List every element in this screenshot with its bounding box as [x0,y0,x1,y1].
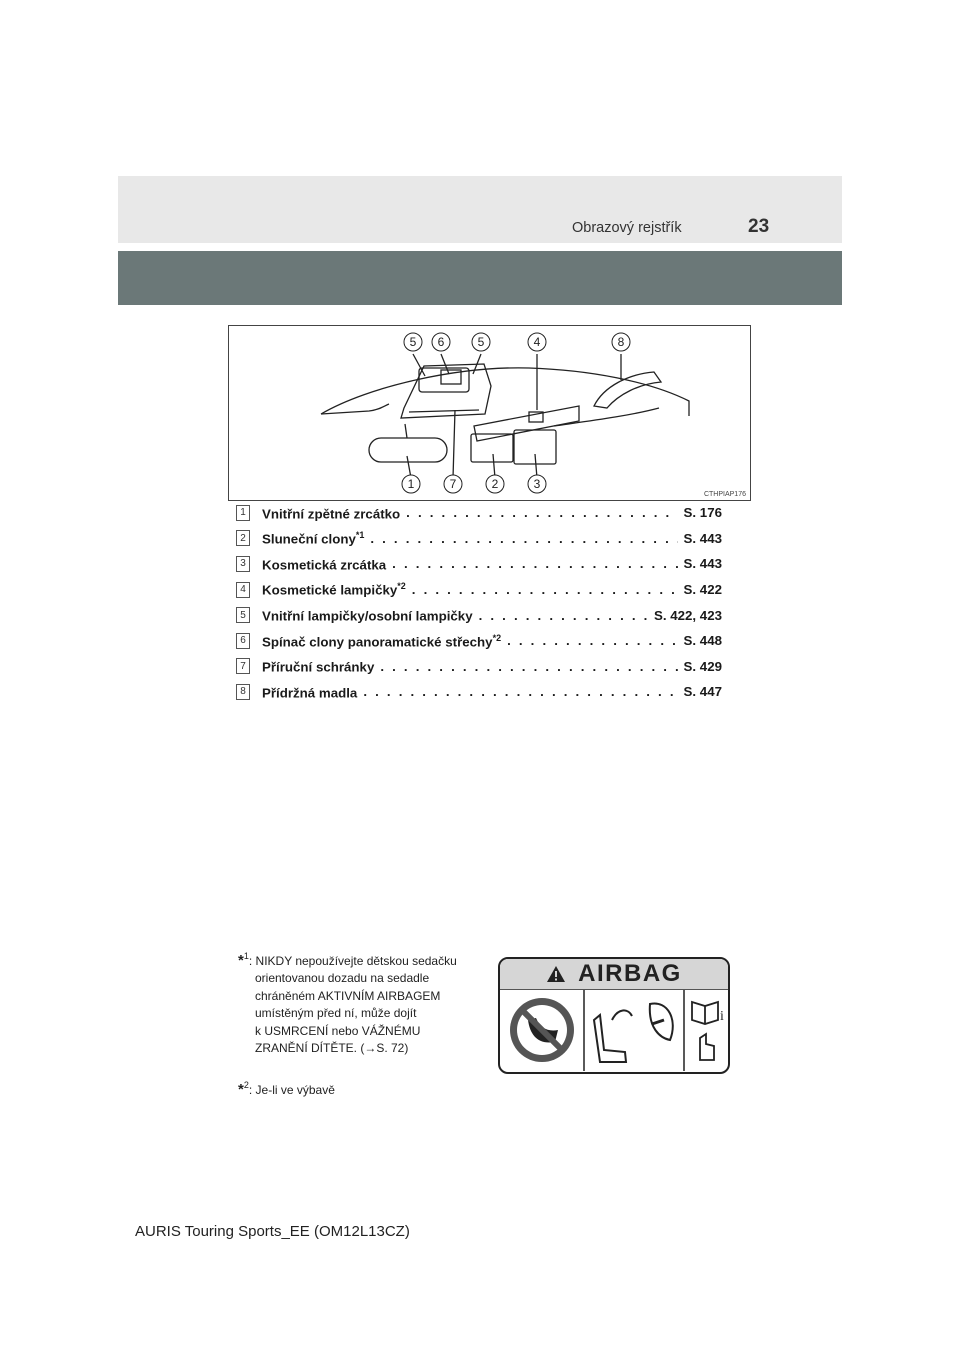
no-rear-facing-seat-icon [510,998,574,1062]
seat-airbag-icon [594,1003,673,1062]
footnote-ref: *2 [397,581,406,592]
item-number: 3 [236,556,250,572]
item-number: 5 [236,607,250,623]
page-number: 23 [748,216,770,237]
item-label: Vnitřní zpětné zrcátko [262,506,401,521]
list-item [236,602,722,628]
svg-text:2: 2 [491,477,499,491]
footnote-2: *$^2$: Je-li ve výbavě [238,1080,335,1098]
footnote-1-line: orientovanou dozadu na sedadle [255,971,430,986]
warning-triangle-icon [546,965,566,983]
page-reference[interactable]: S. 443 [683,556,722,572]
item-label: Vnitřní lampičky/osobní lampičky [262,608,473,624]
airbag-warning-label [498,957,730,1074]
callout-6 [432,333,450,351]
svg-text:3: 3 [533,477,541,491]
footnote-1-line: k USMRCENÍ nebo VÁŽNÉMU [255,1023,421,1038]
list-item [236,500,722,526]
leader-dots [412,582,678,597]
page-reference[interactable]: S. 422 [683,582,722,598]
callout-5a [404,333,422,351]
callout-8 [612,333,630,351]
item-list [236,500,722,705]
footer-model: AURIS Touring Sports_EE (OM12L13CZ) [135,1223,410,1240]
footnote-ref: *2 [492,632,502,643]
svg-text:5: 5 [409,335,417,349]
item-number: 4 [236,582,250,598]
callout-4 [528,333,546,351]
page-reference[interactable]: S. 443 [683,530,722,546]
item-label: Spínač clony panoramatické střechy [262,633,493,649]
svg-text:7: 7 [449,477,457,491]
list-item [236,628,722,654]
ceiling-illustration [229,326,750,500]
page-reference[interactable]: S. 447 [683,684,722,700]
figure-code: CTHPIAP176 [703,491,746,498]
callout-3 [528,475,546,493]
item-number: 1 [236,505,250,521]
item-label: Kosmetická zrcátka [262,557,387,573]
page-reference[interactable]: S. 429 [683,658,722,674]
section-title: Obrazový rejstřík [572,220,682,236]
airbag-pictograms [500,990,728,1071]
footnote-1-line: umístěným před ní, může dojít [255,1006,417,1021]
leader-dots [380,659,677,674]
list-item [236,654,722,680]
footnote-1-line: chráněném AKTIVNÍM AIRBAGEM [255,988,441,1003]
page-reference[interactable]: S. 448 [683,633,722,649]
page-reference[interactable]: S. 176 [683,505,722,521]
airbag-label-header [500,959,728,990]
manual-icon [692,1002,724,1060]
item-label: Sluneční clony [262,531,356,547]
svg-text:6: 6 [437,335,445,349]
footnote-1-line: NIKDY nepoužívejte dětskou sedačku [255,954,457,968]
page-reference[interactable]: S. 422, 423 [653,607,722,623]
svg-text:5: 5 [477,335,485,349]
list-item [236,577,722,603]
list-item [236,551,722,577]
list-item [236,526,722,552]
item-label: Příruční schránky [262,659,375,675]
callout-2 [486,475,504,493]
item-label: Přídržná madla [262,685,358,701]
leader-dots [363,684,677,699]
item-number: 7 [236,658,250,674]
list-item [236,679,722,705]
svg-text:4: 4 [533,335,541,349]
header-band [118,176,842,243]
callout-5b [472,333,490,351]
leader-dots [370,531,677,546]
item-number: 6 [236,633,250,649]
footnote-ref: *1 [355,530,365,541]
svg-text:1: 1 [407,477,415,491]
interior-ceiling-figure [228,325,751,501]
footnote-1-line: ZRANĚNÍ DÍTĚTE. (→S. 72) [255,1041,409,1056]
leader-dots [406,505,677,520]
svg-text:8: 8 [617,335,625,349]
item-number: 8 [236,684,250,700]
airbag-title: AIRBAG [578,960,682,987]
footnote-1: *$^1$: NIKDY nepoužívejte dětskou sedačku orientovanou dozadu na sedadle chráněném AKTIVNÍM AIRBAGEM umístěným před ní, může dojít k USMRCENÍ nebo VÁŽNÉMU ZRANĚNÍ DÍTĚTE. (→S. 72) [238,948,500,1057]
leader-dots [507,633,677,648]
callout-1 [402,475,420,493]
item-number: 2 [236,530,250,546]
footnote-2-text: Je-li ve výbavě [255,1083,335,1097]
callout-7 [444,475,462,493]
leader-dots [479,608,648,623]
leader-dots [392,556,677,571]
item-label: Kosmetické lampičky [262,582,398,598]
chapter-band [118,251,842,305]
svg-text:i: i [720,1009,724,1024]
